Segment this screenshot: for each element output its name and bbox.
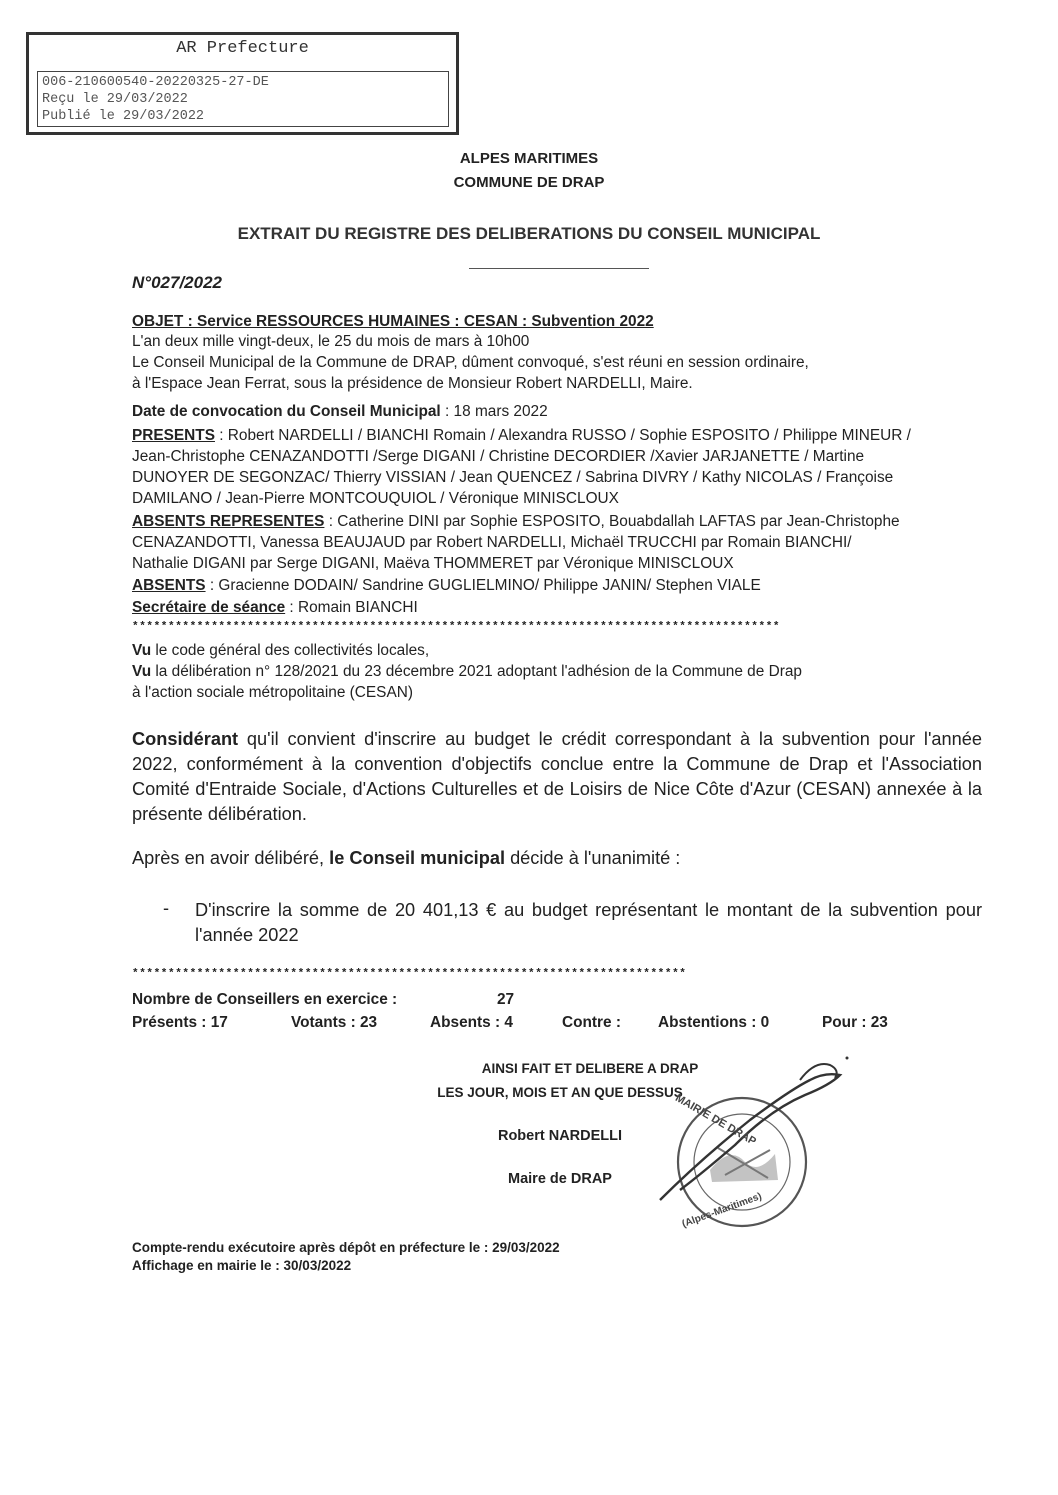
absents-text: : Gracienne DODAIN/ Sandrine GUGLIELMINO/ Philippe JANIN/ Stephen VIALE: [205, 577, 761, 594]
vu-line-3: à l'action sociale métropolitaine (CESAN): [132, 684, 413, 701]
absents-representes-text-1: : Catherine DINI par Sophie ESPOSITO, Bouabdallah LAFTAS par Jean-Christophe: [324, 513, 900, 530]
footer-affichage: Affichage en mairie le : 30/03/2022: [132, 1258, 352, 1273]
title-divider: [469, 268, 649, 269]
decision-pre: Après en avoir délibéré,: [132, 848, 330, 868]
absents-representes-line-2: CENAZANDOTTI, Vanessa BEAUJAUD par Robert NARDELLI, Michaël TRUCCHI par Romain BIANCHI/: [132, 534, 852, 551]
convocation-label: Date de convocation du Conseil Municipal: [132, 403, 441, 420]
signature-line-2: LES JOUR, MOIS ET AN QUE DESSUS: [437, 1085, 683, 1100]
intro-line-3: à l'Espace Jean Ferrat, sous la présidence de Monsieur Robert NARDELLI, Maire.: [132, 375, 693, 392]
conseillers-exercice-value: 27: [497, 991, 515, 1008]
presents-text-1: : Robert NARDELLI / BIANCHI Romain / Alexandra RUSSO / Sophie ESPOSITO / Philippe MINEUR /: [214, 427, 911, 444]
prefecture-stamp: [26, 32, 459, 135]
footer-executoire: Compte-rendu exécutoire après dépôt en préfecture le : 29/03/2022: [132, 1240, 560, 1255]
presents-line-2: Jean-Christophe CENAZANDOTTI /Serge DIGANI / Christine DECORDIER /Xavier JARJANETTE / Martine: [132, 448, 865, 465]
signature-line-1: AINSI FAIT ET DELIBERE A DRAP: [481, 1061, 699, 1076]
region-heading: ALPES MARITIMES: [459, 150, 599, 167]
decision-bullet: -: [163, 898, 170, 918]
decision-item: D'inscrire la somme de 20 401,13 € au budget représentant le montant de la subvention pour l'année 2022: [195, 900, 982, 945]
separator-stars: ******************************************************************************************: [132, 621, 781, 633]
stamp-published: Publié le 29/03/2022: [42, 109, 205, 124]
presents-line-4: DAMILANO / Jean-Pierre MONTCOUQUIOL / Véronique MINISCLOUX: [132, 490, 619, 507]
objet-line: OBJET : Service RESSOURCES HUMAINES : CESAN : Subvention 2022: [132, 313, 654, 330]
secretaire-text: : Romain BIANCHI: [285, 599, 418, 616]
intro-line-2: Le Conseil Municipal de la Commune de DRAP, dûment convoqué, s'est réuni en session ordinaire,: [132, 354, 809, 371]
count-votants: Votants : 23: [291, 1014, 378, 1031]
count-presents: Présents : 17: [132, 1014, 228, 1031]
count-absents: Absents : 4: [430, 1014, 513, 1031]
decision-intro: [132, 848, 680, 869]
stamp-title: AR Prefecture: [176, 39, 309, 58]
mayor-title: Maire de DRAP: [508, 1171, 612, 1187]
mayor-name: Robert NARDELLI: [497, 1128, 623, 1144]
stamp-details: [37, 71, 449, 127]
count-pour: Pour : 23: [822, 1014, 888, 1031]
decision-council: le Conseil municipal: [329, 848, 506, 868]
absents-label: ABSENTS: [132, 577, 206, 594]
convocation-value: : 18 mars 2022: [440, 403, 548, 420]
absents-representes-line-3: Nathalie DIGANI par Serge DIGANI, Maëva THOMMERET par Véronique MINISCLOUX: [132, 555, 734, 572]
seal-bottom-text: (Alpes-Maritimes): [680, 1190, 764, 1231]
absents-representes-label: ABSENTS REPRESENTES: [132, 513, 325, 530]
stamp-received: Reçu le 29/03/2022: [42, 92, 188, 107]
considerant-label: Considérant: [132, 729, 239, 749]
stamp-reference: 006-210600540-20220325-27-DE: [42, 75, 269, 90]
presents-label: PRESENTS: [132, 427, 215, 444]
presents-line-1: [132, 427, 911, 445]
deliberation-number: N°027/2022: [132, 273, 222, 292]
absents-representes-line-1: [132, 513, 900, 531]
considerant-text: qu'il convient d'inscrire au budget le crédit correspondant à la subvention pour l'année 2022, conformément à la convention d'objectifs conclue entre la Commune de Drap et l'Association Comité d'Entraide Sociale, d'Actions Culturelles et de Loisirs de Nice Côte d'Azur (CESAN) annexée à la présente délibération.: [132, 729, 982, 824]
convocation-line: [132, 403, 548, 421]
document-title: EXTRAIT DU REGISTRE DES DELIBERATIONS DU CONSEIL MUNICIPAL: [237, 224, 821, 243]
conseillers-exercice-label: Nombre de Conseillers en exercice :: [132, 991, 398, 1008]
secretaire-label: Secrétaire de séance: [132, 599, 286, 616]
count-abstentions: Abstentions : 0: [658, 1014, 770, 1031]
presents-line-3: DUNOYER DE SEGONZAC/ Thierry VISSIAN / Jean QUENCEZ / Sabrina DIVRY / Kathy NICOLAS / Françoise: [132, 469, 894, 486]
decision-post: décide à l'unanimité :: [505, 848, 681, 868]
vu-text-1: le code général des collectivités locales,: [151, 642, 430, 659]
absents-line: [132, 577, 761, 595]
commune-heading: COMMUNE DE DRAP: [453, 174, 605, 191]
secretaire-line: [132, 599, 418, 617]
vu-line-2: [132, 663, 802, 681]
separator-stars-2: *****************************************************************************: [132, 968, 687, 980]
vu-text-2: la délibération n° 128/2021 du 23 décembre 2021 adoptant l'adhésion de la Commune de Drap: [151, 663, 802, 680]
vu-label-2: Vu: [132, 663, 152, 680]
intro-line-1: L'an deux mille vingt-deux, le 25 du mois de mars à 10h00: [132, 333, 530, 350]
seal-top-text: MAIRIE DE DRAP: [673, 1092, 758, 1148]
vu-line-1: [132, 642, 429, 660]
considerant-paragraph: [132, 727, 982, 827]
count-contre: Contre :: [562, 1014, 621, 1031]
vu-label-1: Vu: [132, 642, 152, 659]
